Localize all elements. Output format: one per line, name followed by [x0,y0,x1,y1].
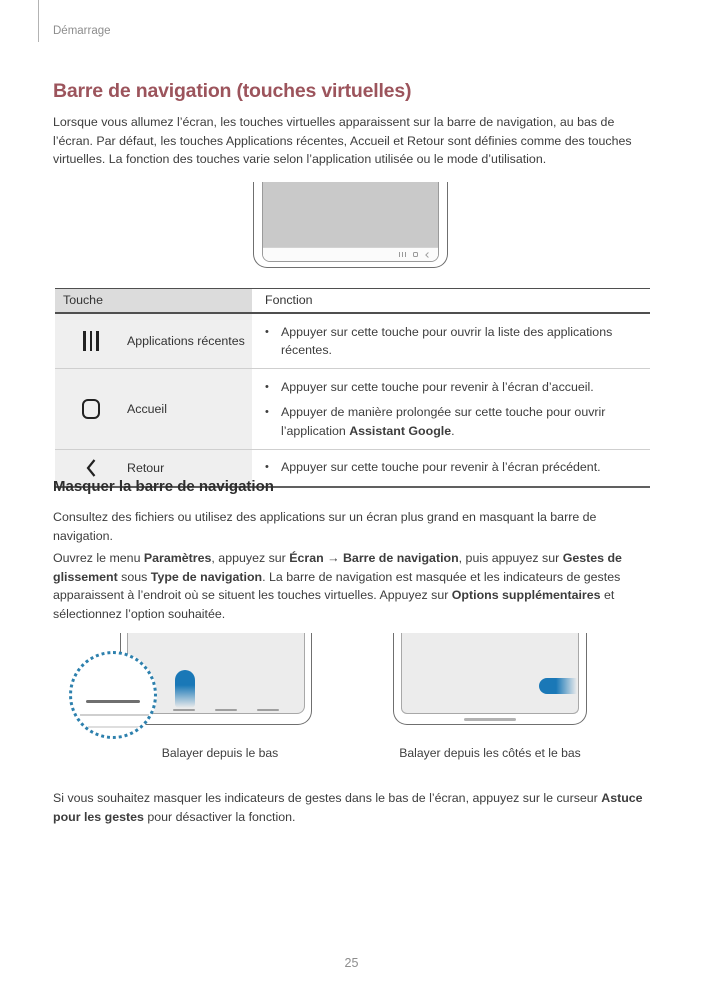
home-icon [55,399,127,419]
swipe-up-indicator [175,670,195,708]
keys-table [55,288,650,488]
device-screen [263,182,438,247]
key-label: Applications récentes [127,334,245,349]
table-row [55,314,650,368]
gesture-hint-bar [257,709,279,712]
figure-swipe-sides-device [393,633,587,725]
page-title: Barre de navigation (touches virtuelles) [53,80,412,102]
device-screen-frame [262,182,439,262]
column-header-fonction: Fonction [252,289,650,312]
running-header-rule [38,0,39,42]
key-cell-home [55,369,252,449]
gesture-handle-bar [464,718,516,722]
table-row [55,368,650,449]
section-paragraph-1: Consultez des fichiers ou utilisez des applications sur un écran plus grand en masquant la barre de navigation. [53,510,597,543]
column-header-touche: Touche [55,289,252,312]
intro-paragraph: Lorsque vous allumez l’écran, les touches virtuelles apparaissent sur la barre de navigation, au bas de l’écran. Par défaut, les touches Applications récentes, Accueil et Retour sont définies comme des touches virtuelles. La fonction des touches varie selon l’application utilisée ou le mode d’utilisation. [53,115,632,167]
running-header: Démarrage [53,25,111,37]
back-icon [425,252,429,258]
recents-icon [399,252,407,257]
device-preview-navigation-bar [253,182,448,268]
figure-screen [401,633,579,714]
magnified-gesture-handle [86,700,140,703]
table-header-row [55,289,650,314]
function-bullet: • Appuyer sur cette touche pour revenir à l’écran précédent. [265,458,640,477]
section-paragraph-3: Si vous souhaitez masquer les indicateurs de gestes dans le bas de l’écran, appuyez sur le curseur Astuce pour les gestes pour désactiver la fonction. [53,791,643,824]
recents-icon [55,331,127,351]
function-cell [252,450,650,486]
key-label: Retour [127,460,165,475]
back-icon [55,458,127,478]
function-bullet: • Appuyer de manière prolongée sur cette touche pour ouvrir l’application Assistant Google. [265,403,640,440]
magnified-frame-edge [88,726,140,728]
swipe-side-indicator [539,678,577,694]
section-paragraph-2: Ouvrez le menu Paramètres, appuyez sur Écran → Barre de navigation, puis appuyez sur Gestes de glissement sous Type de navigation. La barre de navigation est masquée et les indicateurs de gestes apparaissent à l’endroit où se situent les touches virtuelles. Appuyez sur Options supplémentaires et sélectionnez l’option souhaitée. [53,551,622,621]
function-bullet: • Appuyer sur cette touche pour ouvrir la liste des applications récentes. [265,323,640,360]
magnified-screen-edge [80,714,152,716]
device-navigation-bar [263,247,438,261]
function-cell [252,314,650,368]
magnifier-circle [69,651,157,739]
section-heading: Masquer la barre de navigation [53,478,274,495]
page-number: 25 [344,956,359,970]
home-icon [413,252,418,257]
key-cell-recents [55,314,252,368]
figure-caption-left: Balayer depuis le bas [161,746,279,760]
key-label: Accueil [127,402,167,417]
function-cell [252,369,650,449]
function-bullet: • Appuyer sur cette touche pour revenir à l’écran d’accueil. [265,378,640,397]
figure-caption-right: Balayer depuis les côtés et le bas [399,746,581,760]
gesture-hint-bar [173,709,195,712]
gesture-hint-bar [215,709,237,712]
